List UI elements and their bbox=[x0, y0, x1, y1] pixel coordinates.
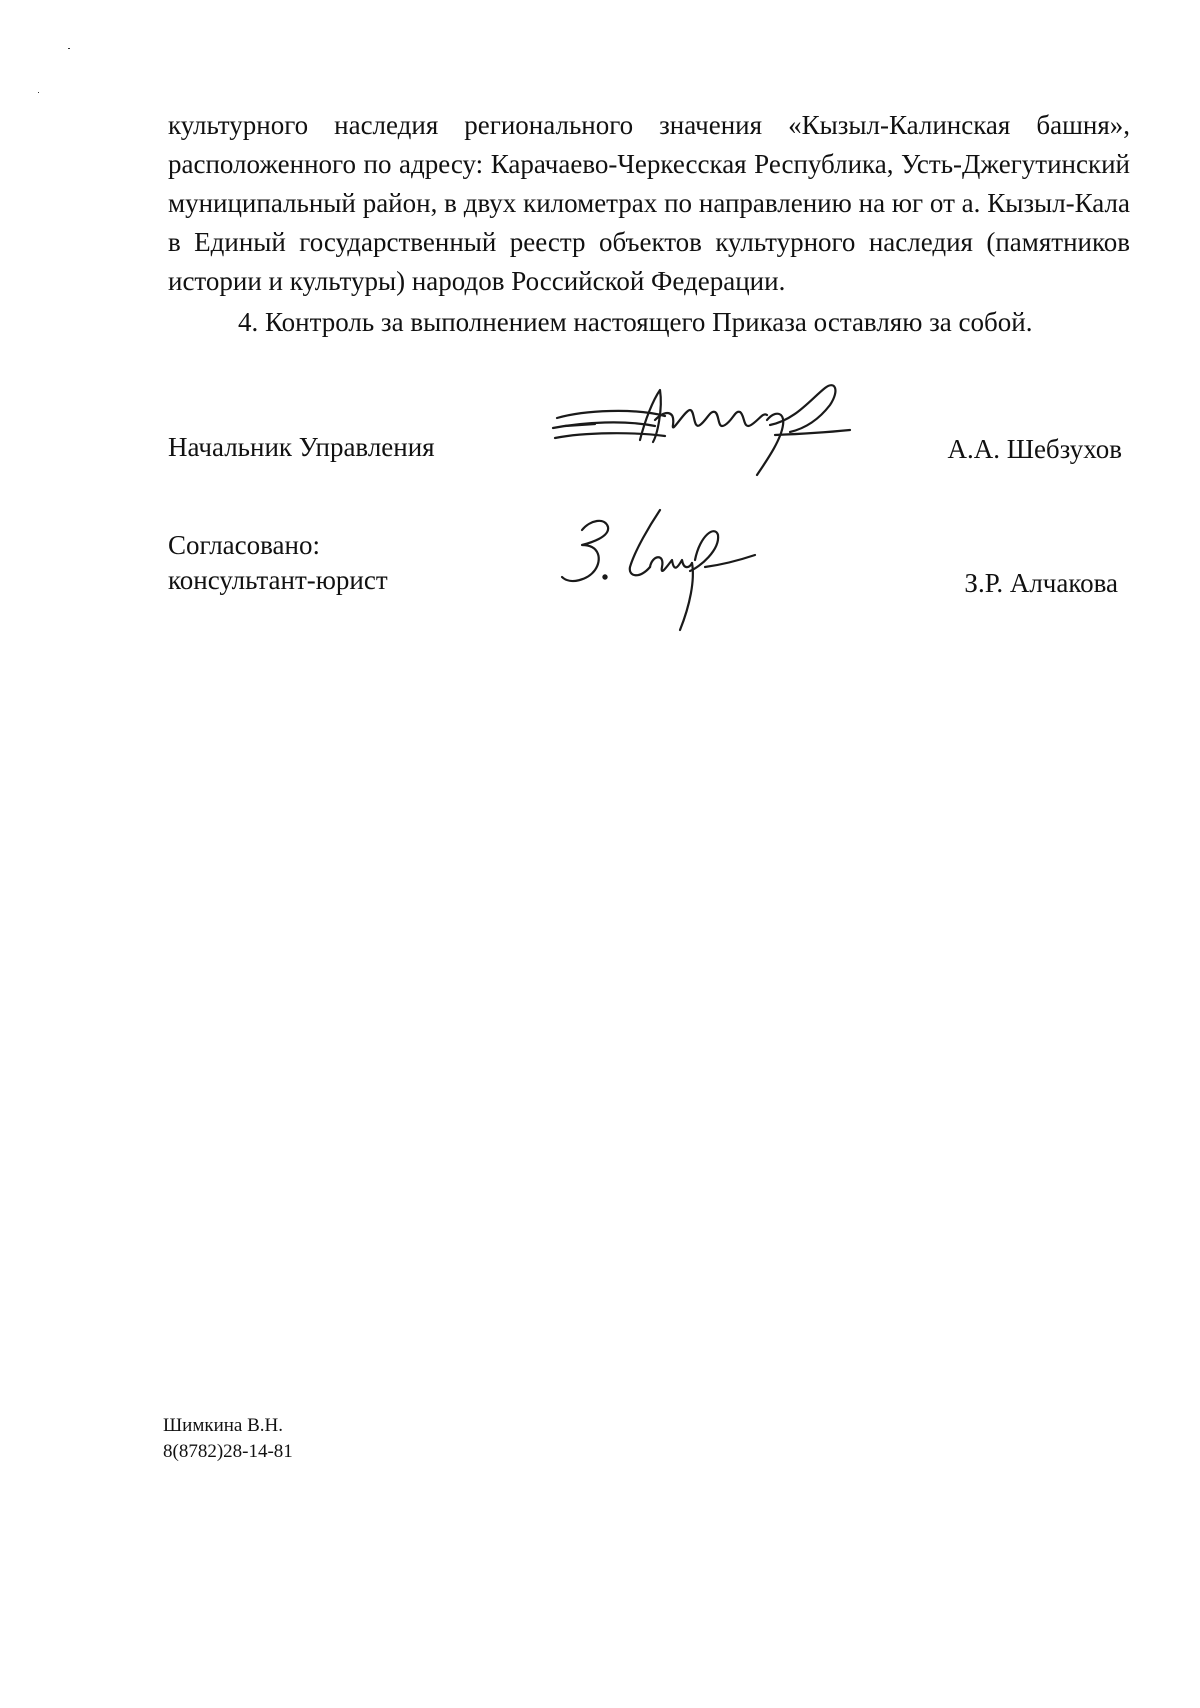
paragraph-control-clause: 4. Контроль за выполнением настоящего Приказа оставляю за собой. bbox=[238, 307, 1033, 337]
head-signature bbox=[545, 380, 865, 480]
scan-speck bbox=[38, 92, 39, 93]
lawyer-name: З.Р. Алчакова bbox=[964, 568, 1118, 598]
scan-speck bbox=[68, 48, 70, 49]
document-body bbox=[168, 106, 1130, 342]
head-title: Начальник Управления bbox=[168, 432, 435, 462]
executor-phone: 8(8782)28-14-81 bbox=[163, 1441, 293, 1462]
lawyer-title: консультант-юрист bbox=[168, 565, 388, 595]
executor-block bbox=[163, 1413, 293, 1465]
lawyer-signature bbox=[550, 505, 780, 640]
head-name: А.А. Шебзухов bbox=[947, 434, 1122, 464]
paragraph-register-entry: культурного наследия регионального значения «Кызыл-Калинская башня», расположенного по адресу: Карачаево-Черкесская Республика, Усть-Джегутинский муниципальный район, в двух километрах по направлению на юг от а. Кызыл-Кала в Единый государственный реестр объектов культурного наследия (памятников истории и культуры) народов Российской Федерации. bbox=[168, 110, 1130, 296]
agreed-label: Согласовано: bbox=[168, 530, 320, 560]
executor-name: Шимкина В.Н. bbox=[163, 1415, 284, 1436]
